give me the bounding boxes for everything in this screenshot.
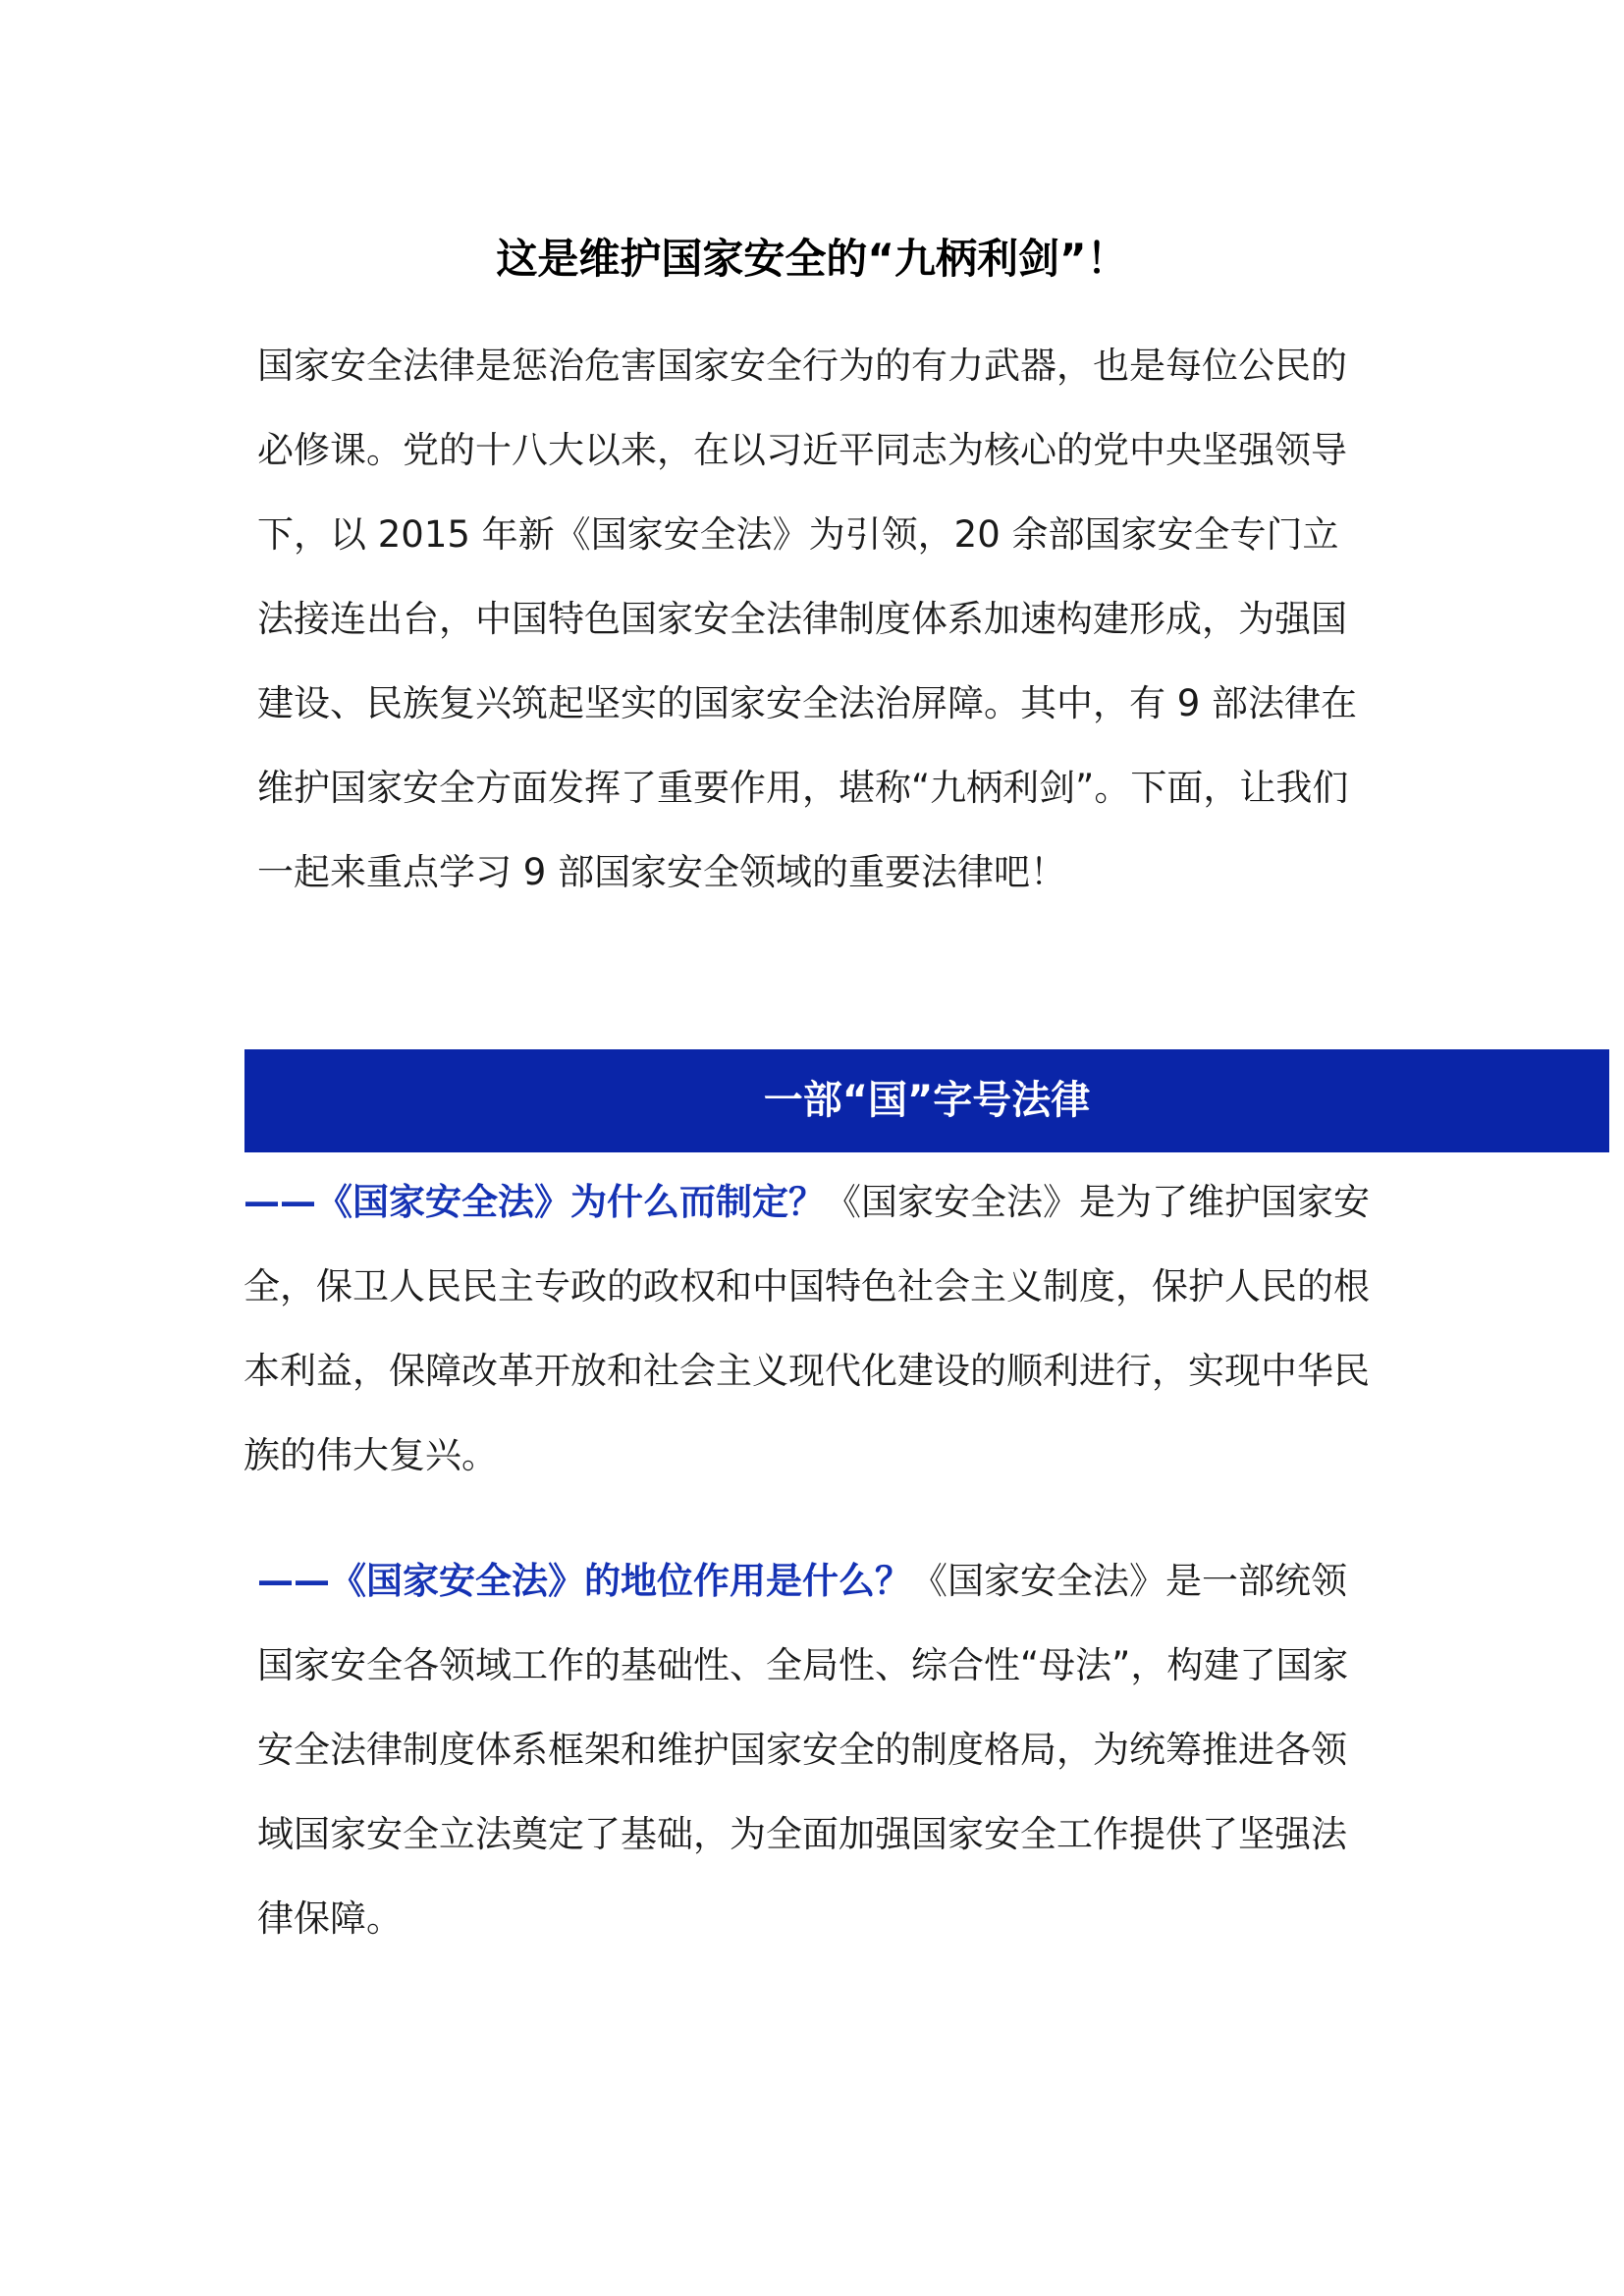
qa-answer-1: 《国家安全法》是为了维护国家安全，保卫人民民主专政的政权和中国特色社会主义制度，保护人民的根本利益，保障改革开放和社会主义现代化建设的顺利进行，实现中华民族的伟大复兴。 (244, 1181, 1370, 1476)
section-heading: 一部“国”字号法律 (763, 1078, 1091, 1123)
intro-paragraph: 国家安全法律是惩治危害国家安全行为的有力武器，也是每位公民的必修课。党的十八大以来，在以习近平同志为核心的党中央坚强领导下，以 2015 年新《国家安全法》为引领，20 余部国家安全专门立法接连出台，中国特色国家安全法律制度体系加速构建形成，为强国建设、民族复兴筑起坚实的国家安全法治屏障。其中，有 9 部法律在维护国家安全方面发挥了重要作用，堪称“九柄利剑”。下面，让我们一起来重点学习 9 部国家安全领域的重要法律吧！ (257, 345, 1358, 893)
qa-paragraph-1 (244, 1160, 1387, 1498)
qa-answer-2: 《国家安全法》是一部统领国家安全各领域工作的基础性、全局性、综合性“母法”，构建了国家安全法律制度体系框架和维护国家安全的制度格局，为统筹推进各领域国家安全立法奠定了基础，为全面加强国家安全工作提供了坚强法律保障。 (257, 1560, 1349, 1940)
qa-question-2: ——《国家安全法》的地位作用是什么？ (257, 1560, 911, 1602)
article-title: 这是维护国家安全的“九柄利剑”！ (496, 235, 1128, 283)
section-banner (244, 1049, 1609, 1152)
qa-question-1: ——《国家安全法》为什么而制定？ (244, 1181, 825, 1223)
qa-paragraph-2 (257, 1539, 1362, 1961)
